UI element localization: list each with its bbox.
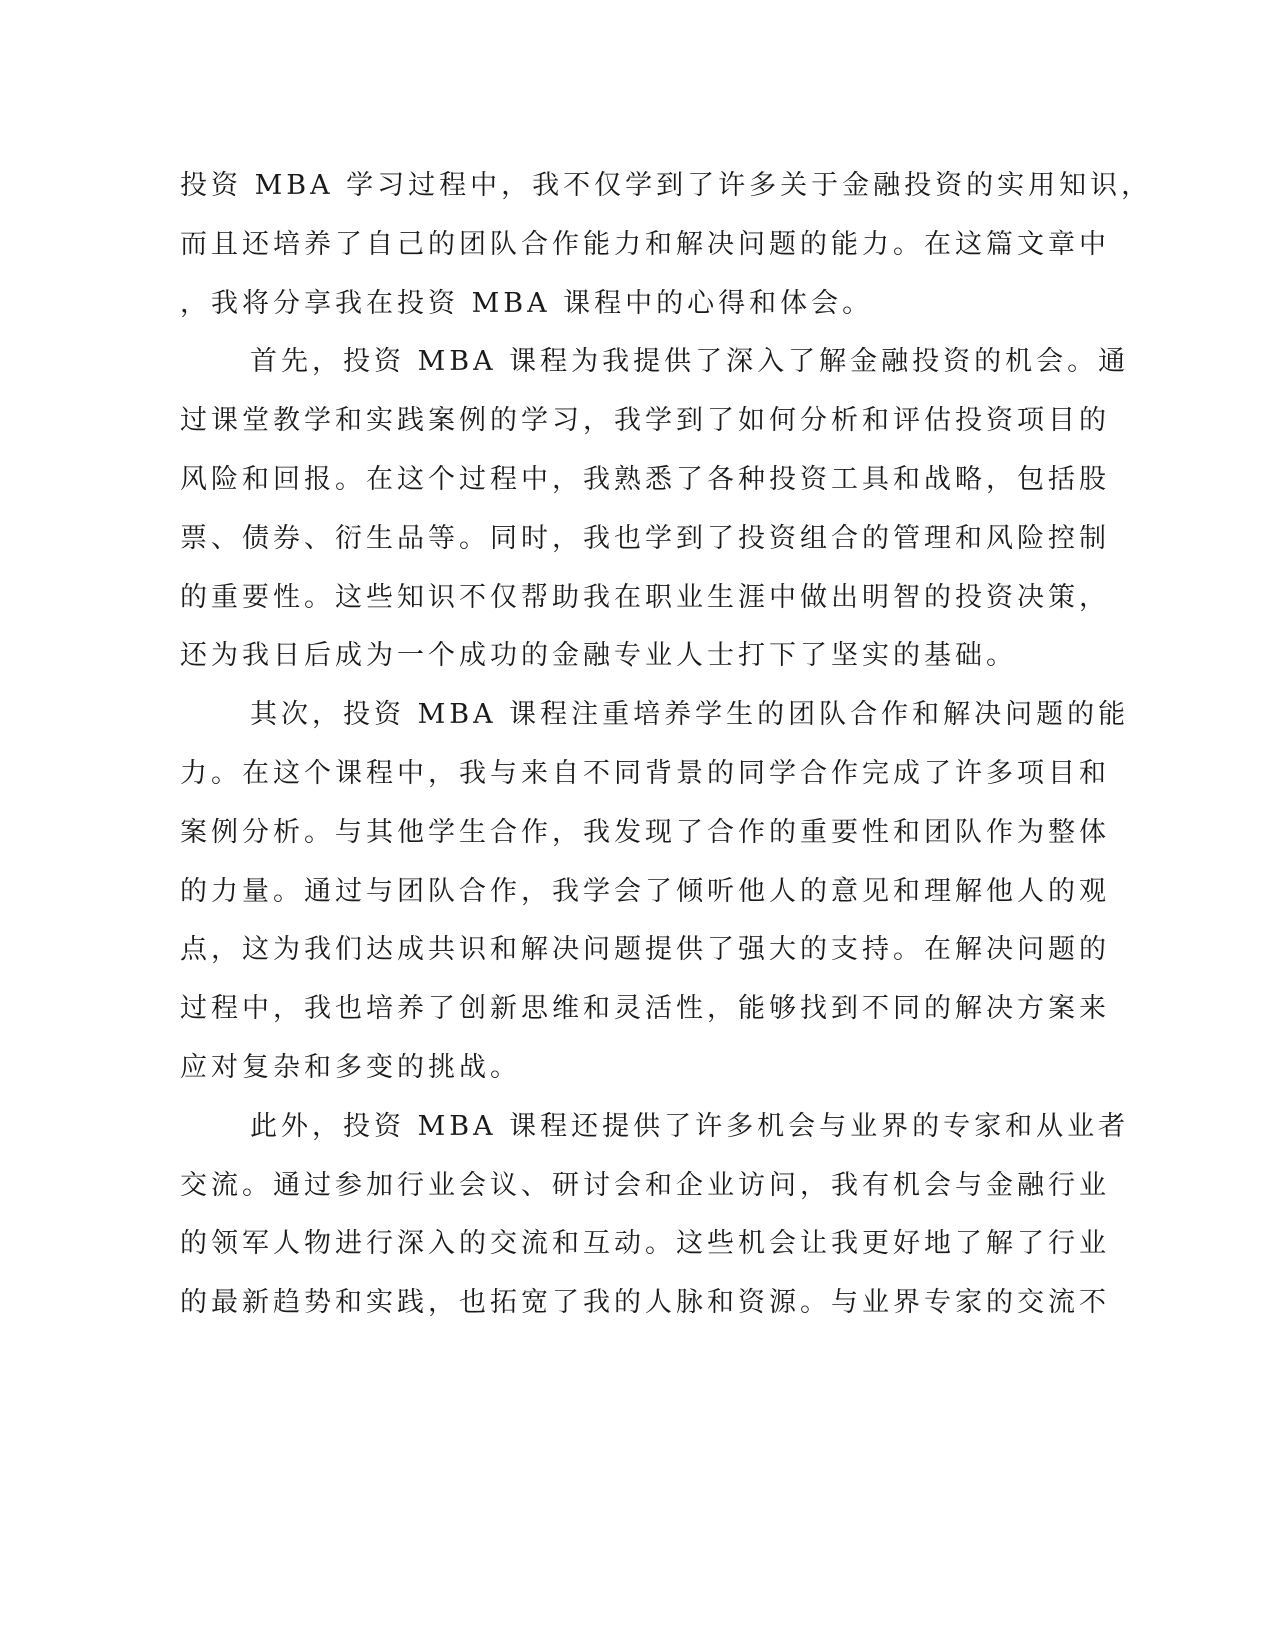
text-line: 还为我日后成为一个成功的金融专业人士打下了坚实的基础。 [180, 640, 1017, 672]
text-line: 力。在这个课程中，我与来自不同背景的同学合作完成了许多项目和 [180, 757, 1110, 789]
paragraph-4 [180, 1098, 1130, 1333]
text-line: 点，这为我们达成共识和解决问题提供了强大的支持。在解决问题的 [180, 934, 1110, 966]
text-line: 风险和回报。在这个过程中，我熟悉了各种投资工具和战略，包括股 [180, 463, 1110, 495]
paragraph-3 [180, 686, 1130, 1098]
paragraph-2 [180, 333, 1130, 686]
text-line: 的力量。通过与团队合作，我学会了倾听他人的意见和理解他人的观 [180, 875, 1110, 907]
text-line: 案例分析。与其他学生合作，我发现了合作的重要性和团队作为整体 [180, 816, 1110, 848]
text-line: 过程中，我也培养了创新思维和灵活性，能够找到不同的解决方案来 [180, 993, 1110, 1025]
text-line: 而且还培养了自己的团队合作能力和解决问题的能力。在这篇文章中 [180, 228, 1110, 260]
text-line: 过课堂教学和实践案例的学习，我学到了如何分析和评估投资项目的 [180, 405, 1110, 437]
text-line: 首先，投资 MBA 课程为我提供了深入了解金融投资的机会。通 [250, 346, 1130, 378]
text-line: 的最新趋势和实践，也拓宽了我的人脉和资源。与业界专家的交流不 [180, 1287, 1110, 1319]
text-line: 交流。通过参加行业会议、研讨会和企业访问，我有机会与金融行业 [180, 1169, 1110, 1201]
text-line: 应对复杂和多变的挑战。 [180, 1051, 521, 1083]
text-line: 此外，投资 MBA 课程还提供了许多机会与业界的专家和从业者 [250, 1110, 1130, 1142]
text-line: 的重要性。这些知识不仅帮助我在职业生涯中做出明智的投资决策， [180, 581, 1110, 613]
text-line: 投资 MBA 学习过程中，我不仅学到了许多关于金融投资的实用知识， [180, 170, 1153, 201]
document-body [180, 157, 1153, 1333]
text-line: 其次，投资 MBA 课程注重培养学生的团队合作和解决问题的能 [250, 699, 1130, 731]
text-line: ，我将分享我在投资 MBA 课程中的心得和体会。 [180, 287, 874, 319]
text-line: 票、债券、衍生品等。同时，我也学到了投资组合的管理和风险控制 [180, 522, 1110, 554]
paragraph-1 [180, 157, 1153, 333]
text-line: 的领军人物进行深入的交流和互动。这些机会让我更好地了解了行业 [180, 1228, 1110, 1260]
